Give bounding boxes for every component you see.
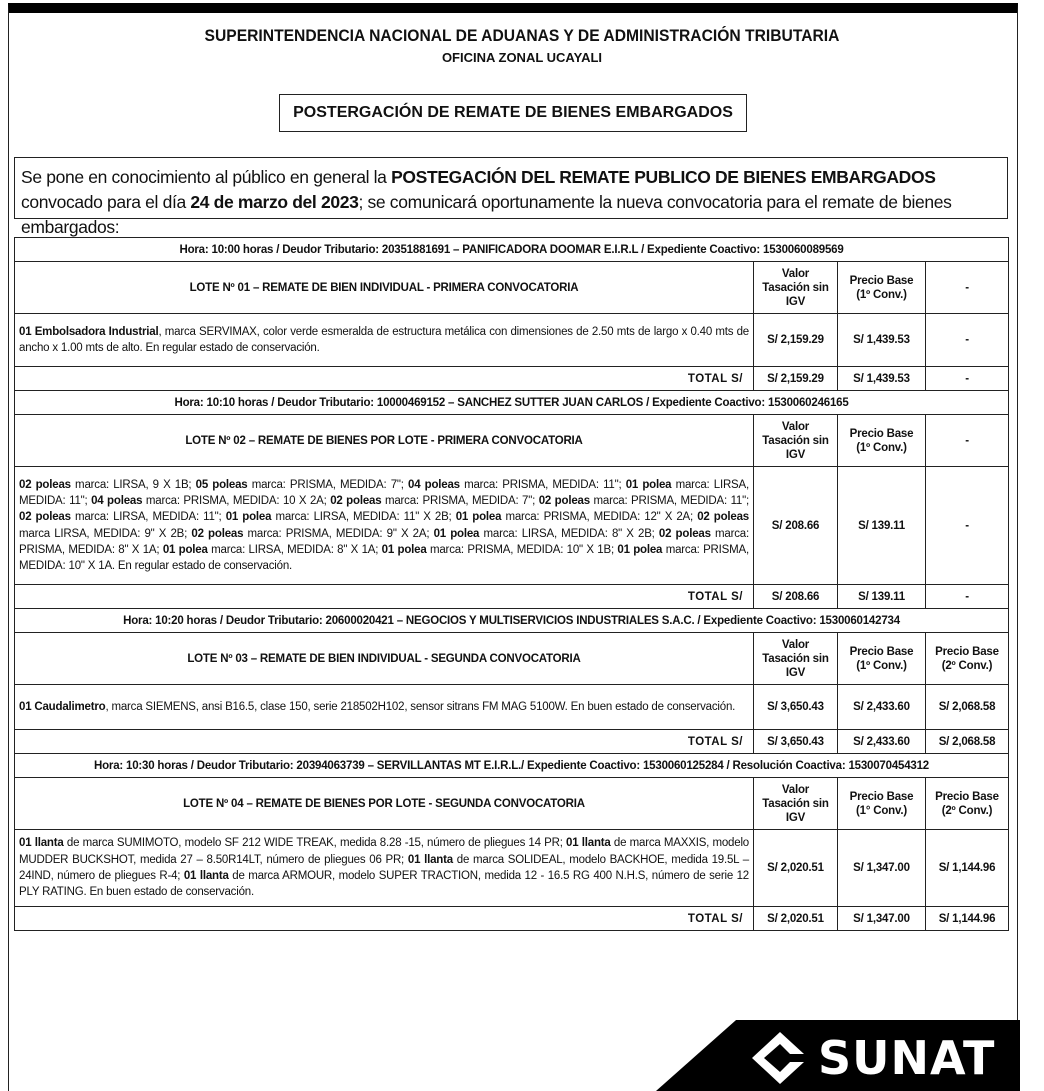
lot-2-title: LOTE Nº 02 – REMATE DE BIENES POR LOTE - PRIMERA CONVOCATORIA [15,415,754,467]
sunat-logo-text: SUNAT [818,1031,996,1085]
lot-1-total-valuation: S/ 2,159.29 [754,367,838,391]
lot-4-total-base2: S/ 1,144.96 [926,907,1009,931]
base2-header: - [926,415,1009,467]
base1-header: Precio Base (1° Conv.) [838,778,926,830]
lot-4-valuation: S/ 2,020.51 [754,830,838,907]
lot-1-title-row [15,262,1009,314]
lot-4-item-row [15,830,1009,907]
notice-text-1: Se pone en conocimiento al público en general la [21,167,392,187]
valuation-header: Valor Tasación sin IGV [754,633,838,685]
lot-4-total-row [15,907,1009,931]
lot-3-base1: S/ 2,433.60 [838,685,926,730]
total-label: TOTAL S/ [15,367,754,391]
lot-4-header: Hora: 10:30 horas / Deudor Tributario: 20394063739 – SERVILLANTAS MT E.I.R.L./ Expediente Coactivo: 1530060125284 / Resolución Coactiva: 1530070454312 [15,754,1009,778]
lot-3-description: 01 Caudalimetro, marca SIEMENS, ansi B16.5, clase 150, serie 218502H102, sensor sitrans FM MAG 5100W. En buen estado de conservación. [15,685,754,730]
base2-header: Precio Base (2º Conv.) [926,778,1009,830]
lot-2-title-row [15,415,1009,467]
notice-paragraph [14,157,1008,237]
lot-4-base1: S/ 1,347.00 [838,830,926,907]
lot-2-base1: S/ 139.11 [838,467,926,585]
notice-title: POSTERGACIÓN DE REMATE DE BIENES EMBARGADOS [279,94,747,132]
lot-1-valuation: S/ 2,159.29 [754,314,838,367]
notice-text-2: convocado para el día [21,192,191,212]
base1-header: Precio Base (1º Conv.) [838,633,926,685]
lot-4-base2: S/ 1,144.96 [926,830,1009,907]
lot-2-description: 02 poleas marca: LIRSA, 9 X 1B; 05 poleas marca: PRISMA, MEDIDA: 7"; 04 poleas marca: PRISMA, MEDIDA: 11"; 01 polea marca: LIRSA, MEDIDA: 11"; 04 poleas marca: PRISMA, MEDIDA: 10 X 2A; 02 poleas marca: PRISMA, MEDIDA: 7"; 02 poleas marca: PRISMA, MEDIDA: 11"; 02 poleas marca: LIRSA, MEDIDA: 11"; 01 polea marca: LIRSA, MEDIDA: 11" X 2B; 01 polea marca: PRISMA, MEDIDA: 12" X 2A; 02 poleas marca LIRSA, MEDIDA: 9" X 2B; 02 poleas marca: PRISMA, MEDIDA: 9" X 2A; 01 polea marca: LIRSA, MEDIDA: 8" X 2B; 02 poleas marca: PRISMA, MEDIDA: 8" X 1A; 01 polea marca: LIRSA, MEDIDA: 8" X 1A; 01 polea marca: PRISMA, MEDIDA: 10" X 1B; 01 polea marca: PRISMA, MEDIDA: 10" X 1A. En regular estado de conservación. [15,467,754,585]
total-label: TOTAL S/ [15,730,754,754]
lot-2-header: Hora: 10:10 horas / Deudor Tributario: 10000469152 – SANCHEZ SUTTER JUAN CARLOS / Expediente Coactivo: 1530060246165 [15,391,1009,415]
lot-4-header-row [15,754,1009,778]
valuation-header: Valor Tasación sin IGV [754,415,838,467]
total-label: TOTAL S/ [15,907,754,931]
base1-header: Precio Base (1º Conv.) [838,262,926,314]
lot-3-total-valuation: S/ 3,650.43 [754,730,838,754]
lot-4-description: 01 llanta de marca SUMIMOTO, modelo SF 212 WIDE TREAK, medida 8.28 -15, número de pliegues 14 PR; 01 llanta de marca MAXXIS, modelo MUDDER BUCKSHOT, medida 27 – 8.50R14LT, número de pliegues 06 PR; 01 llanta de marca SOLIDEAL, modelo BACKHOE, medida 19.5L – 24IND, número de pliegues R-4; 01 llanta de marca ARMOUR, modelo SUPER TRACTION, medida 12 - 16.5 RG 400 N.H.S, número de serie 12 PLY RATING. En buen estado de conservación. [15,830,754,907]
base2-header: Precio Base (2º Conv.) [926,633,1009,685]
lot-1-description: 01 Embolsadora Industrial, marca SERVIMAX, color verde esmeralda de estructura metálica con dimensiones de 2.50 mts de largo x 0.40 mts de ancho x 1.00 mts de alto. En regular estado de conservación. [15,314,754,367]
lot-2-base2: - [926,467,1009,585]
lot-4-title-row [15,778,1009,830]
office-subtitle: OFICINA ZONAL UCAYALI [441,50,603,65]
lot-3-base2: S/ 2,068.58 [926,685,1009,730]
total-label: TOTAL S/ [15,585,754,609]
institution-title: SUPERINTENDENCIA NACIONAL DE ADUANAS Y DE ADMINISTRACIÓN TRIBUTARIA [204,26,840,45]
notice-text-3: ; se comunicará oportunamente la nueva convocatoria para el remate de bienes embargados: [21,192,952,237]
lot-1-title: LOTE Nº 01 – REMATE DE BIEN INDIVIDUAL - PRIMERA CONVOCATORIA [15,262,754,314]
lot-3-total-row [15,730,1009,754]
lot-1-total-base1: S/ 1,439.53 [838,367,926,391]
lot-4-total-base1: S/ 1,347.00 [838,907,926,931]
lot-3-header-row [15,609,1009,633]
lot-3-total-base1: S/ 2,433.60 [838,730,926,754]
lot-2-total-valuation: S/ 208.66 [754,585,838,609]
base2-header: - [926,262,1009,314]
lot-2-total-row [15,585,1009,609]
lot-2-header-row [15,391,1009,415]
lot-2-total-base1: S/ 139.11 [838,585,926,609]
lot-1-header: Hora: 10:00 horas / Deudor Tributario: 20351881691 – PANIFICADORA DOOMAR E.I.R.L / Expediente Coactivo: 1530060089569 [15,238,1009,262]
sunat-logo-icon [750,1030,810,1086]
notice-bold-1: POSTEGACIÓN DEL REMATE PUBLICO DE BIENES EMBARGADOS [391,167,936,187]
lot-1-base2: - [926,314,1009,367]
lot-1-base1: S/ 1,439.53 [838,314,926,367]
lot-3-title: LOTE Nº 03 – REMATE DE BIEN INDIVIDUAL - SEGUNDA CONVOCATORIA [15,633,754,685]
lot-4-total-valuation: S/ 2,020.51 [754,907,838,931]
lot-4-title: LOTE Nº 04 – REMATE DE BIENES POR LOTE - SEGUNDA CONVOCATORIA [15,778,754,830]
lot-1-total-row [15,367,1009,391]
lot-1-header-row [15,238,1009,262]
valuation-header: Valor Tasación sin IGV [754,778,838,830]
lot-3-title-row [15,633,1009,685]
lot-3-total-base2: S/ 2,068.58 [926,730,1009,754]
lot-2-valuation: S/ 208.66 [754,467,838,585]
lot-2-item-row [15,467,1009,585]
base1-header: Precio Base (1º Conv.) [838,415,926,467]
notice-date: 24 de marzo del 2023 [190,192,359,212]
lot-3-item-row [15,685,1009,730]
lot-1-item-row [15,314,1009,367]
lot-3-valuation: S/ 3,650.43 [754,685,838,730]
valuation-header: Valor Tasación sin IGV [754,262,838,314]
lot-2-total-base2: - [926,585,1009,609]
lot-3-header: Hora: 10:20 horas / Deudor Tributario: 20600020421 – NEGOCIOS Y MULTISERVICIOS INDUSTRIALES S.A.C. / Expediente Coactivo: 1530060142734 [15,609,1009,633]
lot-1-total-base2: - [926,367,1009,391]
auction-table [14,237,1009,931]
